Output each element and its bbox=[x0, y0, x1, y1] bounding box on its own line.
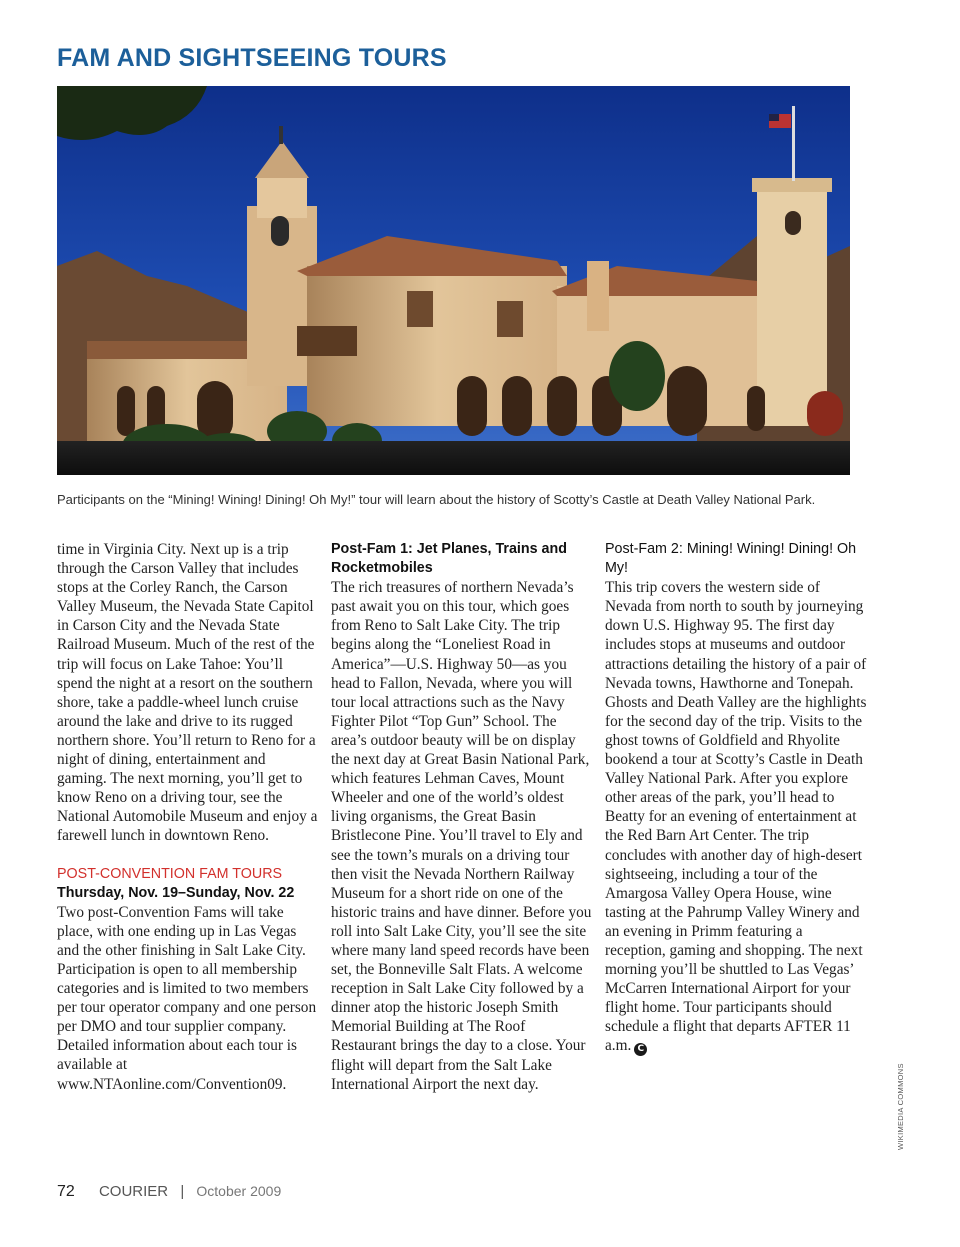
column-1 bbox=[57, 540, 319, 1094]
postfam1-paragraph: The rich treasures of northern Nevada’s past await you on this tour, which goes from Reno to Salt Lake City. The trip begins along the “Loneliest Road in America”—U.S. Highway 50—as you head to Fallon, Nevada, where you will tour local attractions such as the Navy Fighter Pilot “Top Gun” School. The area’s outdoor beauty will be on display the next day at Great Basin National Park, which features Lehman Caves, Mount Wheeler and one of the world’s oldest living organisms, the Great Basin Bristlecone Pine. You’ll travel to Ely and see the town’s murals on a driving tour then visit the Nevada Northern Railway Museum for a short ride on one of the historic trains and have dinner. Before you roll into Salt Lake City, you’ll see the site where many land speed records have been set, the Bonneville Salt Flats. A welcome reception in Salt Lake City followed by a dinner atop the historic Joseph Smith Memorial Building at The Roof Restaurant brings the day to a close. Your flight will depart from the Salt Lake International Airport the next day. bbox=[331, 579, 592, 1093]
postfam2-heading: Post-Fam 2: Mining! Wining! Dining! Oh My! bbox=[605, 541, 857, 577]
post-convention-heading: POST-CONVENTION FAM TOURS bbox=[57, 865, 283, 882]
page-title: FAM AND SIGHTSEEING TOURS bbox=[57, 44, 447, 72]
post-convention-paragraph: Two post-Convention Fams will take place, with one ending up in Las Vegas and the other finishing in Salt Lake City. Participation is open to all membership categories and is limited to two members per tour operator company and one person per DMO and tour supplier company. Detailed information about each tour is available at www.NTAonline.com/Convention09. bbox=[57, 903, 317, 1093]
page-footer bbox=[57, 1183, 281, 1201]
page-number: 72 bbox=[57, 1183, 75, 1200]
column-2 bbox=[331, 540, 593, 1094]
issue-date: October 2009 bbox=[196, 1183, 282, 1199]
intro-paragraph: time in Virginia City. Next up is a trip through the Carson Valley that includes stops at the Corley Ranch, the Carson Valley Museum, the Nevada State Capitol in Carson City and the Nevada State Railroad Museum. Much of the rest of the trip will focus on Lake Tahoe: You’ll spend the night at a resort on the southern shore, take a paddle-wheel lunch cruise around the lake and drive to its rugged northern shore. You’ll return to Reno for a night of dining, entertainment and gaming. The next morning, you’ll get to know Reno on a driving tour, see the National Automobile Museum and enjoy a farewell lunch in downtown Reno. bbox=[57, 541, 318, 845]
postfam2-paragraph bbox=[605, 578, 867, 1056]
postfam1-heading: Post-Fam 1: Jet Planes, Trains and Rocketmobiles bbox=[331, 541, 567, 577]
postfam2-text: This trip covers the western side of Nevada from north to south by journeying down U.S. Highway 95. The first day includes stops at museums and outdoor attractions detailing the history of a pair of Nevada towns, Hawthorne and Tonepah. Ghosts and Death Valley are the highlights for the second day of the trip. Visits to the ghost towns of Goldfield and Rhyolite bookend a tour at Scotty’s Castle in Death Valley National Park. After you explore other areas of the park, you’ll head to Beatty for an evening of entertainment at the Red Barn Art Center. The trip concludes with another day of high-desert sightseeing, including a tour of the Amargosa Valley Opera House, wine tasting at the Pahrump Valley Winery and an evening in Primm featuring a reception, gaming and shopping. The next morning you’ll be shuttled to Las Vegas’ McCarren International Airport for your flight home. Tour participants should schedule a flight that departs AFTER 11 a.m. bbox=[605, 579, 867, 1055]
column-3 bbox=[605, 540, 867, 1056]
post-convention-dates: Thursday, Nov. 19–Sunday, Nov. 22 bbox=[57, 884, 295, 901]
footer-separator: | bbox=[180, 1183, 185, 1200]
publication-name: COURIER bbox=[98, 1183, 169, 1200]
photo-caption: Participants on the “Mining! Wining! Dining! Oh My!” tour will learn about the history of Scotty’s Castle at Death Valley National Park. bbox=[57, 492, 816, 507]
scottys-castle-photo bbox=[57, 86, 850, 475]
photo-credit: WIKIMEDIA COMMONS bbox=[896, 1063, 905, 1150]
courier-end-mark-icon: C bbox=[634, 1043, 647, 1056]
